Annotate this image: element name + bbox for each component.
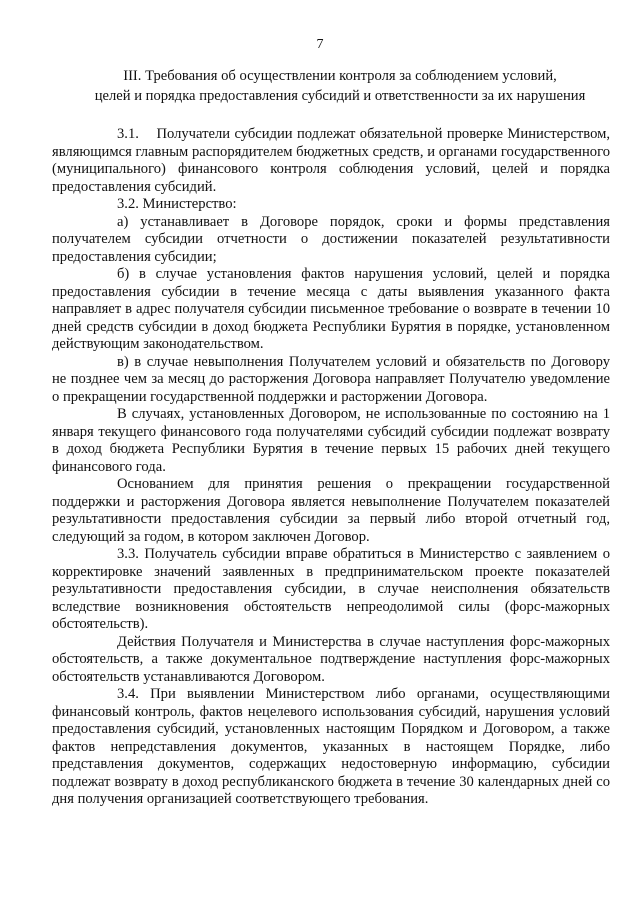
section-heading	[60, 66, 620, 106]
paragraph-refund: В случаях, установленных Договором, не использованные по состоянию на 1 января текущего финансового года получателями субсидий субсидии подлежат возврату в доход бюджета Республики Бурятия в течение первых 15 рабочих дней текущего финансового года.	[52, 406, 610, 475]
paragraph-3-2: 3.2. Министерство:	[117, 196, 237, 212]
page-number: 7	[316, 37, 324, 52]
paragraph-termination-basis: Основанием для принятия решения о прекращении государственной поддержки и расторжения Договора является невыполнение Получателем показателей результативности предоставления субсидии за первый либо второй отчетный год, следующий за годом, в котором заключен Договор.	[52, 476, 610, 545]
section-heading-line: III. Требования об осуществлении контроля за соблюдением условий,	[123, 68, 557, 84]
paragraph-3-2-b: б) в случае установления фактов нарушения условий, целей и порядка предоставления субсидии в течение месяца с даты выявления указанного факта направляет в адрес получателя субсидии письменное требование о возврате в течении 10 дней средств субсидии в доход бюджета Республики Бурятия в порядке, установленном действующим законодательством.	[52, 266, 610, 352]
paragraph-3-2-v: в) в случае невыполнения Получателем условий и обязательств по Договору не позднее чем за месяц до расторжения Договора направляет Получателю уведомление о прекращении государственной поддержки и расторжении Договора.	[52, 353, 610, 405]
paragraph-3-1: 3.1. Получатели субсидии подлежат обязательной проверке Министерством, являющимся главным распорядителем бюджетных средств, и органами государственного (муниципального) финансового контроля соблюдения условий, целей и порядка предоставления субсидий.	[52, 126, 610, 195]
document-body	[52, 126, 610, 809]
paragraph-3-4: 3.4. При выявлении Министерством либо органами, осуществляющими финансовый контроль, фактов нецелевого использования субсидий, нарушения условий предоставления субсидий, установленных настоящим Порядком и Договором, а также фактов непредставления документов, указанных в настоящем Порядке, либо представления документов, содержащих недостоверную информацию, субсидии подлежат возврату в доход республиканского бюджета в течение 30 календарных дней со дня получения организацией соответствующего требования.	[52, 686, 610, 807]
paragraph-3-3: 3.3. Получатель субсидии вправе обратиться в Министерство с заявлением о корректировке значений заявленных в предпринимательском проекте показателей результативности предоставления субсидии, в случае неисполнения обязательств вследствие возникновения обстоятельств непреодолимой силы (форс-мажорных обстоятельств).	[52, 546, 610, 632]
paragraph-force-majeure: Действия Получателя и Министерства в случае наступления форс-мажорных обстоятельств, а также документальное подтверждение наступления форс-мажорных обстоятельств устанавливаются Договором.	[52, 633, 610, 685]
section-heading-line: целей и порядка предоставления субсидий и ответственности за их нарушения	[94, 88, 586, 104]
paragraph-3-2-a: а) устанавливает в Договоре порядок, сроки и формы представления получателем субсидии отчетности о достижении показателей результативности предоставления субсидии;	[52, 213, 610, 265]
